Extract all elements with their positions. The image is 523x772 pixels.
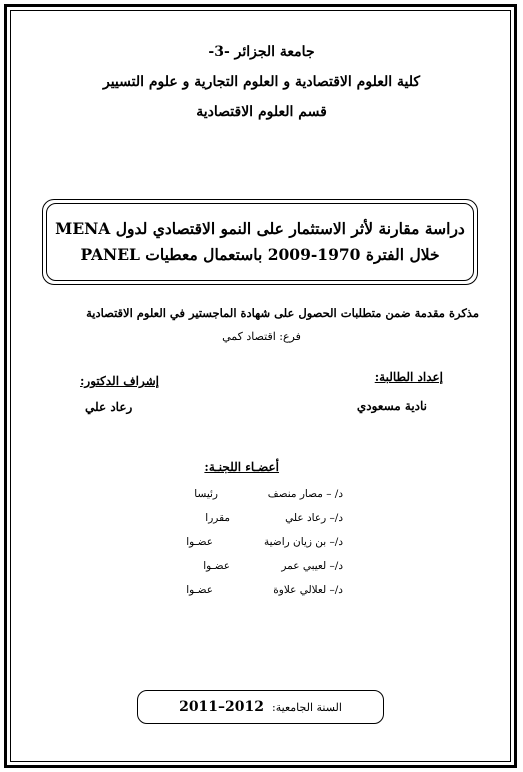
committee-member-name: د/– لعيبي عمر [281,560,343,572]
committee-member-name: د/– رعاد علي [285,512,343,524]
academic-year-label: السنة الجامعية: [272,700,342,714]
committee-member-role: مقررا [205,512,230,524]
committee-heading: أعضـاء اللجنـة: [204,460,279,474]
faculty-name: كلية العلوم الاقتصادية و العلوم التجارية و علوم التسيير [102,74,421,90]
academic-year-value: 2011–2012 [179,699,265,715]
committee-member-name: د/– بن زيان راضية [264,536,343,548]
department-name: قسم العلوم الاقتصادية [196,104,327,120]
student-label: إعداد الطالبة: [374,370,443,384]
committee-member-role: رئيسا [194,488,218,500]
committee-member-role: عضـوا [203,560,230,572]
memo-purpose: مذكرة مقدمة ضمن متطلبات الحصول على شهادة الماجستير في العلوم الاقتصادية [86,306,479,320]
thesis-title-line-1: دراسة مقارنة لأثر الاستثمار على النمو الاقتصادي لدول MENA [55,219,465,238]
supervisor-label: إشراف الدكتور: [80,374,160,388]
student-name: نادية مسعودي [356,399,427,413]
thesis-title-box [46,203,474,281]
committee-member-name: د/ – مصار منصف [267,488,343,500]
supervisor-name: رعاد علي [85,400,133,414]
committee-member-role: عضـوا [186,584,213,596]
academic-year-box [137,690,384,724]
memo-branch: فرع: اقتصاد كمي [222,330,301,343]
committee-member-role: عضـوا [186,536,213,548]
committee-member-name: د/– لعلالي علاوة [273,584,343,596]
university-name: جامعة الجزائر -3- [208,44,315,60]
thesis-title-line-2: خلال الفترة 1970-2009 باستعمال معطيات PANEL [80,245,440,264]
